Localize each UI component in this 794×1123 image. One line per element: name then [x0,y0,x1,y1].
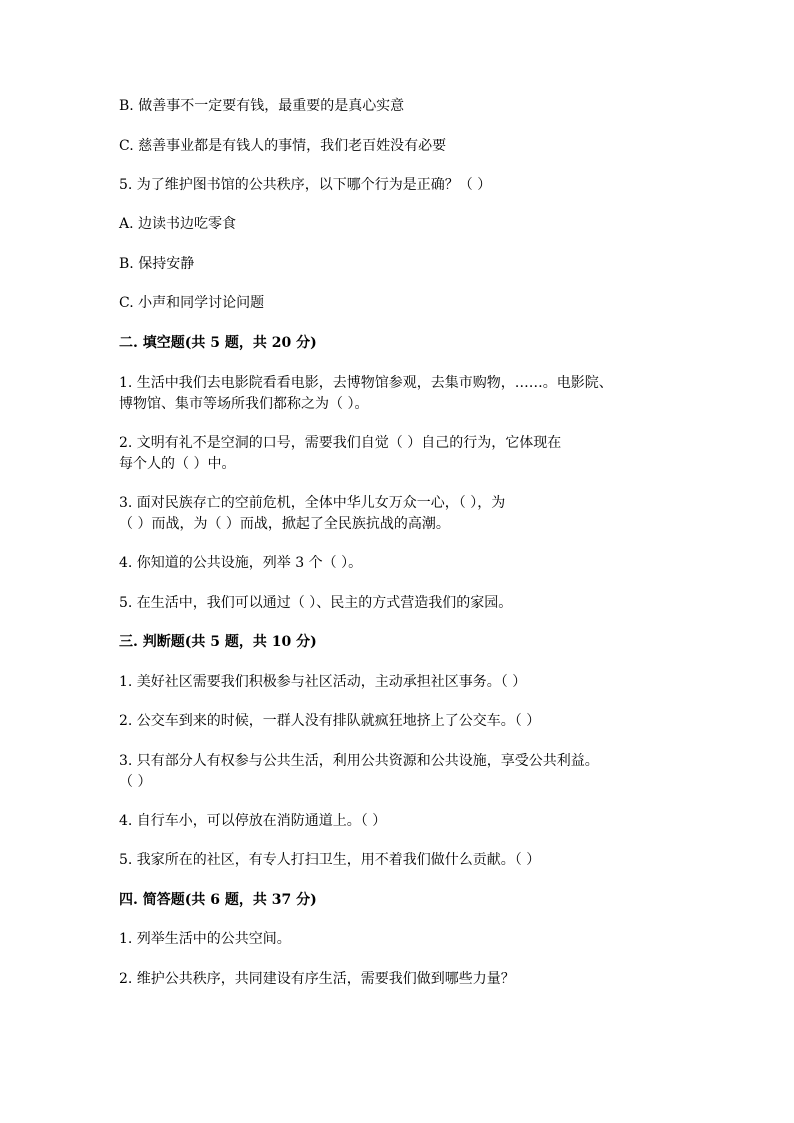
section-heading-true-false: 三. 判断题(共 5 题，共 10 分) [119,634,317,650]
fill-question-2-line-2: 每个人的（ ）中。 [119,456,236,472]
judge-question-1: 1. 美好社区需要我们积极参与社区活动，主动承担社区事务。（ ） [119,674,527,690]
choice-option-b: B. 做善事不一定要有钱，最重要的是真心实意 [119,98,405,114]
fill-question-3-line-2: （ ）而战，为（ ）而战，掀起了全民族抗战的高潮。 [119,516,450,532]
fill-question-3-line-1: 3. 面对民族存亡的空前危机，全体中华儿女万众一心，（ ），为 [119,495,506,511]
section-heading-short-answer: 四. 简答题(共 6 题，共 37 分) [119,892,317,908]
choice-option-c: C. 小声和同学讨论问题 [119,295,265,311]
choice-option-a: A. 边读书边吃零食 [119,216,237,232]
fill-question-4: 4. 你知道的公共设施，列举 3 个（ ）。 [119,555,363,571]
short-answer-question-1: 1. 列举生活中的公共空间。 [119,931,291,947]
fill-question-2-line-1: 2. 文明有礼不是空洞的口号，需要我们自觉（ ）自己的行为，它体现在 [119,435,562,451]
question-5-text: 5. 为了维护图书馆的公共秩序，以下哪个行为是正确？（ ） [119,177,492,193]
fill-question-5: 5. 在生活中，我们可以通过（ ）、民主的方式营造我们的家园。 [119,595,513,611]
section-heading-fill-blank: 二. 填空题(共 5 题，共 20 分) [119,335,317,351]
fill-question-1-line-2: 博物馆、集市等场所我们都称之为（ ）。 [119,396,369,412]
judge-question-5: 5. 我家所在的社区，有专人打扫卫生，用不着我们做什么贡献。（ ） [119,852,541,868]
choice-option-b: B. 保持安静 [119,256,195,272]
short-answer-question-2: 2. 维护公共秩序，共同建设有序生活，需要我们做到哪些力量？ [119,971,515,987]
judge-question-4: 4. 自行车小，可以停放在消防通道上。（ ） [119,813,387,829]
fill-question-1-line-1: 1. 生活中我们去电影院看看电影，去博物馆参观，去集市购物，……。电影院、 [119,375,613,391]
judge-question-2: 2. 公交车到来的时候，一群人没有排队就疯狂地挤上了公交车。（ ） [119,713,541,729]
judge-question-3-line-1: 3. 只有部分人有权参与公共生活，利用公共资源和公共设施，享受公共利益。 [119,753,599,769]
choice-option-c: C. 慈善事业都是有钱人的事情，我们老百姓没有必要 [119,138,447,154]
judge-question-3-line-2: （ ） [119,774,152,790]
